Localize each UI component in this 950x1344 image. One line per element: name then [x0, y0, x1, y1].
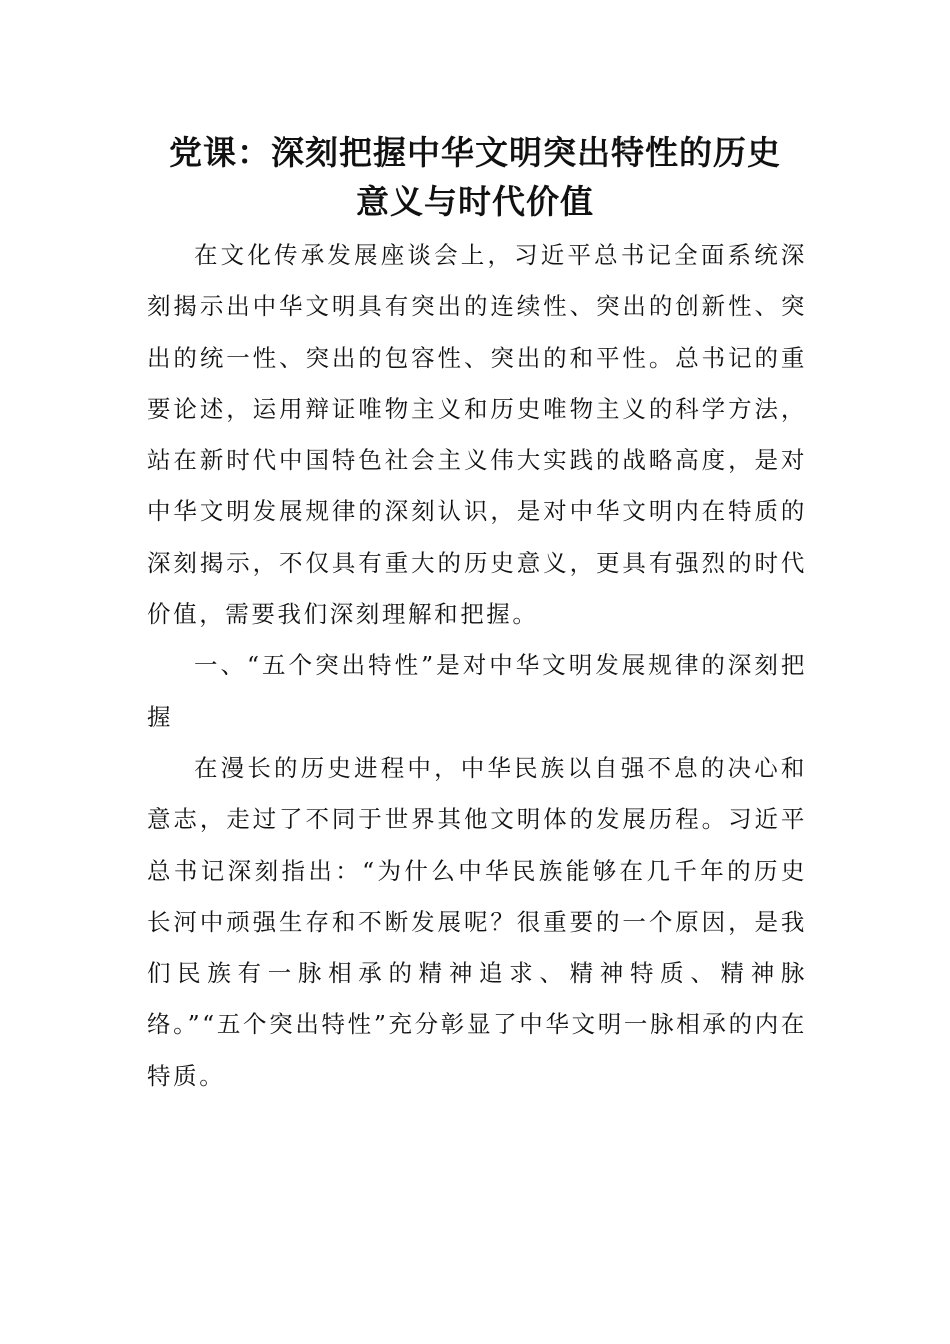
document-title — [140, 128, 810, 226]
title-line-1: 党课：深刻把握中华文明突出特性的历史 — [169, 133, 781, 172]
document-body — [147, 230, 807, 1102]
section-heading: 一、“五个突出特性”是对中华文明发展规律的深刻把握 — [147, 651, 807, 731]
intro-paragraph: 在文化传承发展座谈会上，习近平总书记全面系统深刻揭示出中华文明具有突出的连续性、突出的创新性、突出的统一性、突出的包容性、突出的和平性。总书记的重要论述，运用辩证唯物主义和历史唯物主义的科学方法，站在新时代中国特色社会主义伟大实践的战略高度，是对中华文明发展规律的深刻认识，是对中华文明内在特质的深刻揭示，不仅具有重大的历史意义，更具有强烈的时代价值，需要我们深刻理解和把握。 — [147, 241, 807, 629]
title-line-2: 意义与时代价值 — [356, 182, 594, 221]
body-paragraph: 在漫长的历史进程中，中华民族以自强不息的决心和意志，走过了不同于世界其他文明体的发展历程。习近平总书记深刻指出：“为什么中华民族能够在几千年的历史长河中顽强生存和不断发展呢？很重要的一个原因，是我们民族有一脉相承的精神追求、精神特质、精神脉络。”“五个突出特性”充分彰显了中华文明一脉相承的内在特质。 — [147, 753, 807, 1090]
